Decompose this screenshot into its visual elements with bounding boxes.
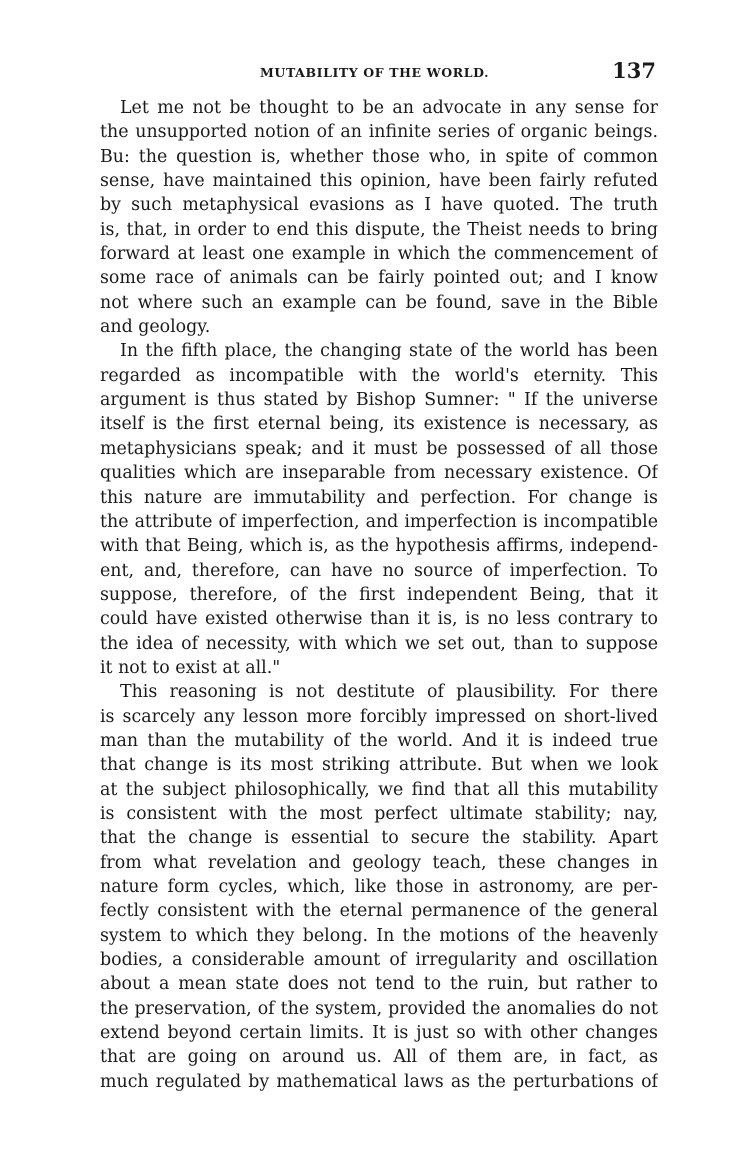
text-line: the idea of necessity, with which we set out, than to suppose	[100, 633, 658, 654]
text-line: sense, have maintained this opinion, have been fairly refuted	[100, 171, 658, 192]
text-line: This reasoning is not destitute of plausibility. For there	[120, 682, 658, 703]
text-line: by such metaphysical evasions as I have quoted. The truth	[100, 195, 658, 216]
page-number: 137	[612, 58, 656, 83]
text-line: from what revelation and geology teach, these changes in	[100, 852, 658, 873]
text-line: qualities which are inseparable from necessary existence. Of	[100, 463, 658, 484]
text-line: is consistent with the most perfect ultimate stability; nay,	[100, 803, 658, 824]
body-text	[100, 96, 658, 1094]
running-head	[100, 58, 658, 92]
text-line: system to which they belong. In the motions of the heavenly	[100, 925, 658, 946]
text-line: that are going on around us. All of them are, in fact, as	[100, 1047, 658, 1068]
text-line: some race of animals can be fairly pointed out; and I know	[100, 268, 658, 289]
text-line: extend beyond certain limits. It is just so with other changes	[100, 1023, 658, 1044]
text-line: forward at least one example in which the commencement of	[100, 244, 658, 265]
text-line: the attribute of imperfection, and imperfection is incompatible	[100, 511, 658, 532]
text-line: suppose, therefore, of the first independent Being, that it	[100, 584, 658, 605]
running-title: MUTABILITY OF THE WORLD.	[260, 65, 490, 80]
text-line: with that Being, which is, as the hypothesis affirms, independ-	[100, 536, 658, 557]
text-line: about a mean state does not tend to the ruin, but rather to	[100, 974, 658, 995]
text-line: In the fifth place, the changing state of the world has been	[120, 341, 658, 362]
text-line: metaphysicians speak; and it must be possessed of all those	[100, 438, 658, 459]
text-line: nature form cycles, which, like those in astronomy, are per-	[100, 877, 658, 897]
text-line: itself is the first eternal being, its existence is necessary, as	[100, 414, 658, 435]
text-line: Let me not be thought to be an advocate in any sense for	[120, 98, 658, 118]
text-line: man than the mutability of the world. And it is indeed true	[100, 730, 658, 751]
text-line: that change is its most striking attribute. But when we look	[100, 755, 658, 776]
text-line: regarded as incompatible with the world's eternity. This	[100, 365, 658, 386]
text-line: the preservation, of the system, provided the anomalies do not	[100, 998, 658, 1019]
text-line: ent, and, therefore, can have no source of imperfection. To	[100, 560, 658, 581]
text-line: is scarcely any lesson more forcibly impressed on short-lived	[100, 706, 658, 727]
text-line: and geology.	[100, 317, 211, 338]
text-line: it not to exist at all."	[100, 657, 281, 678]
text-line: bodies, a considerable amount of irregularity and oscillation	[100, 950, 658, 971]
text-line: not where such an example can be found, save in the Bible	[100, 292, 658, 313]
text-line: this nature are immutability and perfection. For change is	[100, 487, 658, 508]
text-line: the unsupported notion of an infinite series of organic beings.	[100, 122, 658, 143]
text-line: that the change is essential to secure the stability. Apart	[100, 828, 658, 849]
text-line: is, that, in order to end this dispute, the Theist needs to bring	[100, 219, 658, 240]
text-line: argument is thus stated by Bishop Sumner: " If the universe	[100, 390, 658, 411]
text-line: fectly consistent with the eternal permanence of the general	[100, 901, 658, 922]
text-line: Bu: the question is, whether those who, in spite of common	[100, 146, 658, 167]
text-line: much regulated by mathematical laws as the perturbations of	[100, 1071, 658, 1092]
text-line: could have existed otherwise than it is, is no less contrary to	[100, 609, 658, 630]
text-line: at the subject philosophically, we find that all this mutability	[100, 779, 658, 800]
